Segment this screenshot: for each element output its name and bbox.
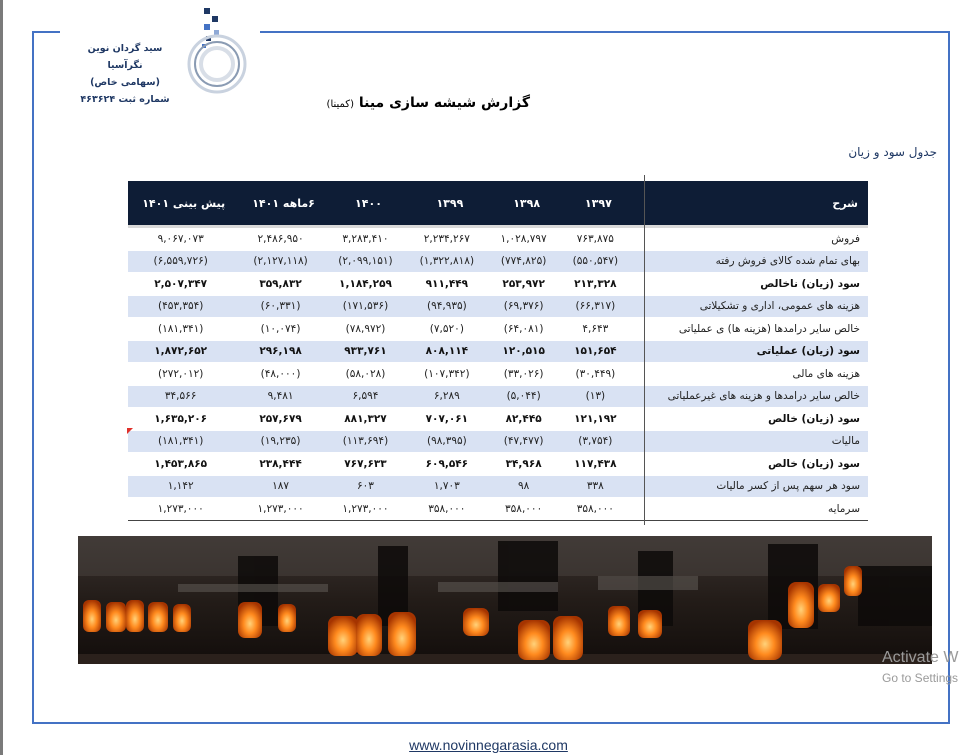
table-cell: ۱,۸۷۲,۶۵۲ [128,340,239,363]
table-cell: ۱۸۷ [239,475,327,498]
table-cell: (۴۸,۰۰۰) [239,363,327,386]
table-row [128,318,868,341]
table-cell: ۳۵۸,۰۰۰ [491,498,563,521]
table-cell: ۱,۴۵۳,۸۶۵ [128,453,239,476]
table-cell: ۹۳۳,۷۶۱ [328,340,409,363]
table-cell: (۶۹,۳۷۶) [491,295,563,318]
company-registration: شماره ثبت ۴۶۳۶۲۴ [80,94,170,105]
table-body [128,227,868,521]
table-cell: (۲,۱۲۷,۱۱۸) [239,250,327,273]
company-type: (سهامی خاص) [90,77,160,88]
row-label: سود (زیان) خالص [634,453,868,476]
table-row [128,475,868,498]
table-cell: (۱۷۱,۵۳۶) [328,295,409,318]
table-row [128,498,868,521]
table-cell: (۱,۳۲۲,۸۱۸) [409,250,490,273]
row-label: سرمایه [634,498,868,521]
table-cell: ۷۶۳,۸۷۵ [563,227,634,251]
table-cell: ۸۲,۴۴۵ [491,408,563,431]
table-cell: ۹,۰۶۷,۰۷۳ [128,227,239,251]
table-row [128,227,868,251]
row-label: خالص سایر درامدها (هزینه ها) ی عملیاتی [634,318,868,341]
column-divider [644,175,645,525]
report-title [320,95,530,111]
row-label: سود (زیان) عملیاتی [634,340,868,363]
table-cell: (۵,۰۴۴) [491,385,563,408]
table-cell: (۷۷۴,۸۲۵) [491,250,563,273]
table-cell: ۲۹۶,۱۹۸ [239,340,327,363]
section-title: جدول سود و زیان [848,145,937,159]
table-cell: ۱۱۷,۴۳۸ [563,453,634,476]
table-cell: ۶۰۹,۵۴۶ [409,453,490,476]
page-left-border [0,0,3,755]
table-cell: (۲,۰۹۹,۱۵۱) [328,250,409,273]
table-cell: ۱,۲۷۳,۰۰۰ [128,498,239,521]
comment-marker-icon [127,428,133,434]
row-label: سود هر سهم پس از کسر مالیات [634,475,868,498]
table-cell: (۷,۵۲۰) [409,318,490,341]
table-cell: ۲۵۷,۶۷۹ [239,408,327,431]
table-cell: (۹۸,۳۹۵) [409,430,490,453]
table-cell: ۱۵۱,۶۵۴ [563,340,634,363]
table-cell: (۱۱۳,۶۹۴) [328,430,409,453]
table-cell: ۱,۶۳۵,۲۰۶ [128,408,239,431]
table-row [128,295,868,318]
column-header-6month-1401: ۶ماهه ۱۴۰۱ [239,181,327,227]
row-label: هزینه های عمومی، اداری و تشکیلاتی [634,295,868,318]
table-cell: (۶۰,۳۳۱) [239,295,327,318]
column-header-1398: ۱۳۹۸ [491,181,563,227]
table-cell: ۱۲۰,۵۱۵ [491,340,563,363]
table-cell: ۳,۲۸۳,۴۱۰ [328,227,409,251]
column-header-forecast-1401: پیش بینی ۱۴۰۱ [128,181,239,227]
watermark-line2: Go to Settings [882,671,959,685]
table-cell: (۱۰,۰۷۴) [239,318,327,341]
report-title-text: گزارش شیشه سازی مینا [358,95,530,111]
table-cell: (۱۸۱,۳۴۱) [128,318,239,341]
table-cell: ۱,۷۰۳ [409,475,490,498]
table-row [128,453,868,476]
table-cell: (۵۵۰,۵۴۷) [563,250,634,273]
table-cell: ۳۳۸ [563,475,634,498]
profit-loss-table [128,181,868,521]
company-name: سید گردان نوین نگرآسیا [87,43,163,71]
table-cell: ۳۵۸,۰۰۰ [409,498,490,521]
table-cell: (۱۹,۲۳۵) [239,430,327,453]
table-cell: (۱۳) [563,385,634,408]
table-row [128,273,868,296]
table-cell: (۶۴,۰۸۱) [491,318,563,341]
table-cell: ۲,۵۰۷,۳۴۷ [128,273,239,296]
table-cell: ۲۵۳,۹۷۲ [491,273,563,296]
column-header-1400: ۱۴۰۰ [328,181,409,227]
table-cell: ۳۴,۹۶۸ [491,453,563,476]
table-cell: (۴۵۳,۳۵۴) [128,295,239,318]
table-header-row [128,181,868,227]
table-cell: ۸۸۱,۳۲۷ [328,408,409,431]
table-cell: ۹,۴۸۱ [239,385,327,408]
website-link[interactable]: www.novinnegarasia.com [409,737,568,753]
table-cell: ۷۰۷,۰۶۱ [409,408,490,431]
table-cell: ۹۱۱,۴۴۹ [409,273,490,296]
table-cell: (۲۷۲,۰۱۲) [128,363,239,386]
table-cell: ۶۰۳ [328,475,409,498]
table-cell: ۳۴,۵۶۶ [128,385,239,408]
table-cell: (۹۴,۹۳۵) [409,295,490,318]
table-cell: (۱۰۷,۳۴۲) [409,363,490,386]
table-row [128,363,868,386]
row-label: هزینه های مالی [634,363,868,386]
table-row [128,250,868,273]
row-label: فروش [634,227,868,251]
table-cell: ۹۸ [491,475,563,498]
table-cell: ۲۳۸,۴۴۴ [239,453,327,476]
table-row [128,430,868,453]
company-info [70,40,180,108]
table-cell: (۶۶,۳۱۷) [563,295,634,318]
table-cell: ۱۲۱,۱۹۲ [563,408,634,431]
row-label: مالیات [634,430,868,453]
table-cell: ۷۶۷,۶۳۳ [328,453,409,476]
column-header-1397: ۱۳۹۷ [563,181,634,227]
table-cell: ۶,۵۹۴ [328,385,409,408]
table-cell: ۱,۱۴۲ [128,475,239,498]
table-cell: (۴۷,۴۷۷) [491,430,563,453]
column-header-label: شرح [634,181,868,227]
table-cell: (۱۸۱,۳۴۱) [128,430,239,453]
table-cell: ۶,۲۸۹ [409,385,490,408]
table-cell: (۷۸,۹۷۲) [328,318,409,341]
row-label: سود (زیان) خالص [634,408,868,431]
table-row [128,408,868,431]
table-cell: ۸۰۸,۱۱۴ [409,340,490,363]
table-cell: (۳۳,۰۲۶) [491,363,563,386]
report-ticker: (کمینا) [326,99,354,110]
row-label: خالص سایر درامدها و هزینه های غیرعملیاتی [634,385,868,408]
windows-activation-watermark [882,648,958,688]
table-cell: (۳۰,۴۴۹) [563,363,634,386]
table-cell: ۱,۲۷۳,۰۰۰ [239,498,327,521]
table-cell: ۳۵۸,۰۰۰ [563,498,634,521]
table-cell: (۳,۷۵۴) [563,430,634,453]
row-label: سود (زیان) ناخالص [634,273,868,296]
table-cell: ۲۱۳,۳۲۸ [563,273,634,296]
table-row [128,385,868,408]
table-cell: ۴,۶۴۳ [563,318,634,341]
company-logo-icon [184,6,254,96]
table-cell: ۲,۴۸۶,۹۵۰ [239,227,327,251]
table-cell: ۱,۲۷۳,۰۰۰ [328,498,409,521]
table-cell: ۱,۰۲۸,۷۹۷ [491,227,563,251]
table-row [128,340,868,363]
glass-factory-image [78,536,932,664]
column-header-1399: ۱۳۹۹ [409,181,490,227]
watermark-line1: Activate W [882,649,959,666]
table-cell: ۳۵۹,۸۳۲ [239,273,327,296]
table-cell: ۲,۲۳۴,۲۶۷ [409,227,490,251]
row-label: بهای تمام شده کالای فروش رفته [634,250,868,273]
table-cell: (۵۸,۰۲۸) [328,363,409,386]
table-cell: (۶,۵۵۹,۷۲۶) [128,250,239,273]
table-cell: ۱,۱۸۴,۲۵۹ [328,273,409,296]
